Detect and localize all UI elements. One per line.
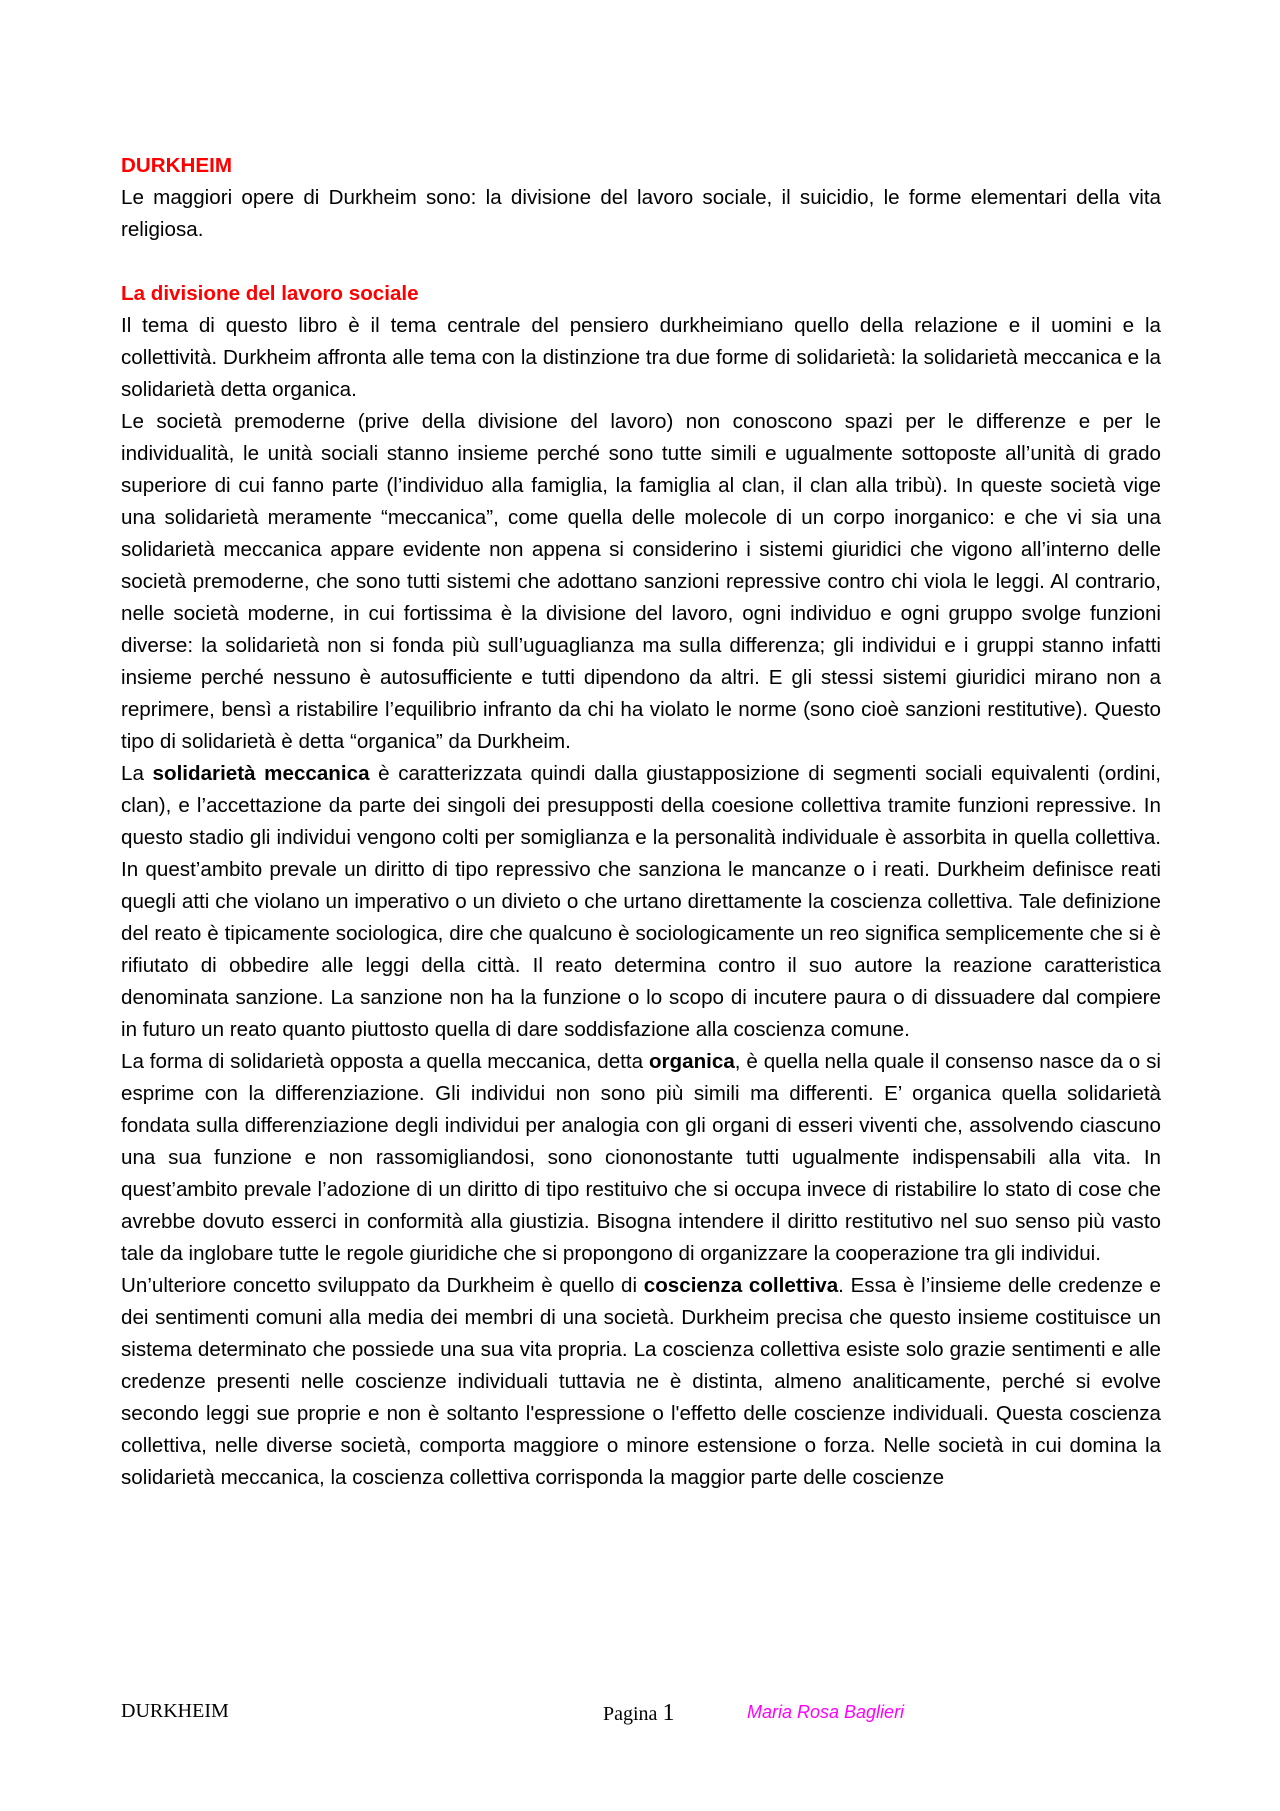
p5-text-pre: Un’ulteriore concetto sviluppato da Durkheim è quello di <box>121 1274 644 1297</box>
paragraph-1: Il tema di questo libro è il tema centrale del pensiero durkheimiano quello della relazione e il uomini e la collettività. Durkheim affronta alle tema con la distinzione tra due forme di solidarietà: la solidarietà meccanica e la solidarietà detta organica. <box>121 314 1161 401</box>
intro-paragraph: Le maggiori opere di Durkheim sono: la divisione del lavoro sociale, il suicidio, le forme elementari della vita religiosa. <box>121 186 1161 241</box>
document-title: DURKHEIM <box>121 154 232 177</box>
page-footer <box>0 1700 1280 1730</box>
paragraph-4 <box>121 1046 1161 1270</box>
paragraph-3 <box>121 758 1161 1046</box>
footer-title: DURKHEIM <box>121 1700 229 1722</box>
p5-bold-term: coscienza collettiva <box>643 1274 839 1297</box>
page-number: 1 <box>662 1700 675 1726</box>
p4-text-pre: La forma di solidarietà opposta a quella meccanica, detta <box>121 1050 649 1073</box>
page-body <box>121 150 1161 1494</box>
p3-text-post: è caratterizzata quindi dalla giustapposizione di segmenti sociali equivalenti (ordini, clan), e l’accettazione da parte dei singoli dei presupposti della coesione collettiva tramite funzioni repressive. In questo stadio gli individui vengono colti per somiglianza e la personalità individuale è assorbita in quella collettiva. In quest’ambito prevale un diritto di tipo repressivo che sanziona le mancanze o i reati. Durkheim definisce reati quegli atti che violano un imperativo o un divieto o che urtano direttamente la coscienza collettiva. Tale definizione del reato è tipicamente sociologica, dire che qualcuno è sociologicamente un reo significa semplicemente che si è rifiutato di obbedire alle leggi della città. Il reato determina contro il suo autore la reazione caratteristica denominata sanzione. La sanzione non ha la funzione o lo scopo di incutere paura o di dissuadere dal compiere in futuro un reato quanto piuttosto quella di dare soddisfazione alla coscienza comune. <box>121 762 1162 1041</box>
page-label: Pagina <box>603 1703 658 1725</box>
paragraph-5 <box>121 1270 1161 1494</box>
paragraph-2: Le società premoderne (prive della divisione del lavoro) non conoscono spazi per le differenze e per le individualità, le unità sociali stanno insieme perché sono tutte simili e ugualmente sottoposte all’unità di grado superiore di cui fanno parte (l’individuo alla famiglia, la famiglia al clan, il clan alla tribù). In queste società vige una solidarietà meramente “meccanica”, come quella delle molecole di un corpo inorganico: e che vi sia una solidarietà meccanica appare evidente non appena si considerino i sistemi giuridici che vigono all’interno delle società premoderne, che sono tutti sistemi che adottano sanzioni repressive contro chi viola le leggi. Al contrario, nelle società moderne, in cui fortissima è la divisione del lavoro, ogni individuo e ogni gruppo svolge funzioni diverse: la solidarietà non si fonda più sull’uguaglianza ma sulla differenza; gli individui e i gruppi stanno infatti insieme perché nessuno è autosufficiente e tutti dipendono da altri. E gli stessi sistemi giuridici mirano non a reprimere, bensì a ristabilire l’equilibrio infranto da chi ha violato le norme (sono cioè sanzioni restitutive). Questo tipo di solidarietà è detta “organica” da Durkheim. <box>121 410 1161 753</box>
p3-text-pre: La <box>121 762 153 785</box>
footer-author: Maria Rosa Baglieri <box>747 1702 905 1722</box>
spacer <box>121 246 1161 278</box>
p5-text-post: . Essa è l’insieme delle credenze e dei sentimenti comuni alla media dei membri di una società. Durkheim precisa che questo insieme costituisce un sistema determinato che possiede una sua vita propria. La coscienza collettiva esiste solo grazie sentimenti e alle credenze presenti nelle coscienze individuali tuttavia ne è distinta, almeno analiticamente, perché si evolve secondo leggi sue proprie e non è soltanto l'espressione o l'effetto delle coscienze individuali. Questa coscienza collettiva, nelle diverse società, comporta maggiore o minore estensione o forza. Nelle società in cui domina la solidarietà meccanica, la coscienza collettiva corrisponda la maggior parte delle coscienze <box>121 1274 1161 1489</box>
p4-text-post: , è quella nella quale il consenso nasce da o si esprime con la differenziazione. Gli individui non sono più simili ma differenti. E’ organica quella solidarietà fondata sulla differenziazione degli individui per analogia con gli organi di esseri viventi che, assolvendo ciascuno una sua funzione e non rassomigliandosi, sono ciononostante tutti ugualmente indispensabili alla vita. In quest’ambito prevale l’adozione di un diritto di tipo restituivo che si occupa invece di ristabilire lo stato di cose che avrebbe dovuto esserci in conformità alla giustizia. Bisogna intendere il diritto restitutivo nel suo senso più vasto tale da inglobare tutte le regole giuridiche che si propongono di organizzare la cooperazione tra gli individui. <box>121 1050 1161 1265</box>
section-title: La divisione del lavoro sociale <box>121 282 419 305</box>
page-number-label <box>603 1700 674 1727</box>
p3-bold-term: solidarietà meccanica <box>152 762 370 785</box>
p4-bold-term: organica <box>648 1050 735 1073</box>
